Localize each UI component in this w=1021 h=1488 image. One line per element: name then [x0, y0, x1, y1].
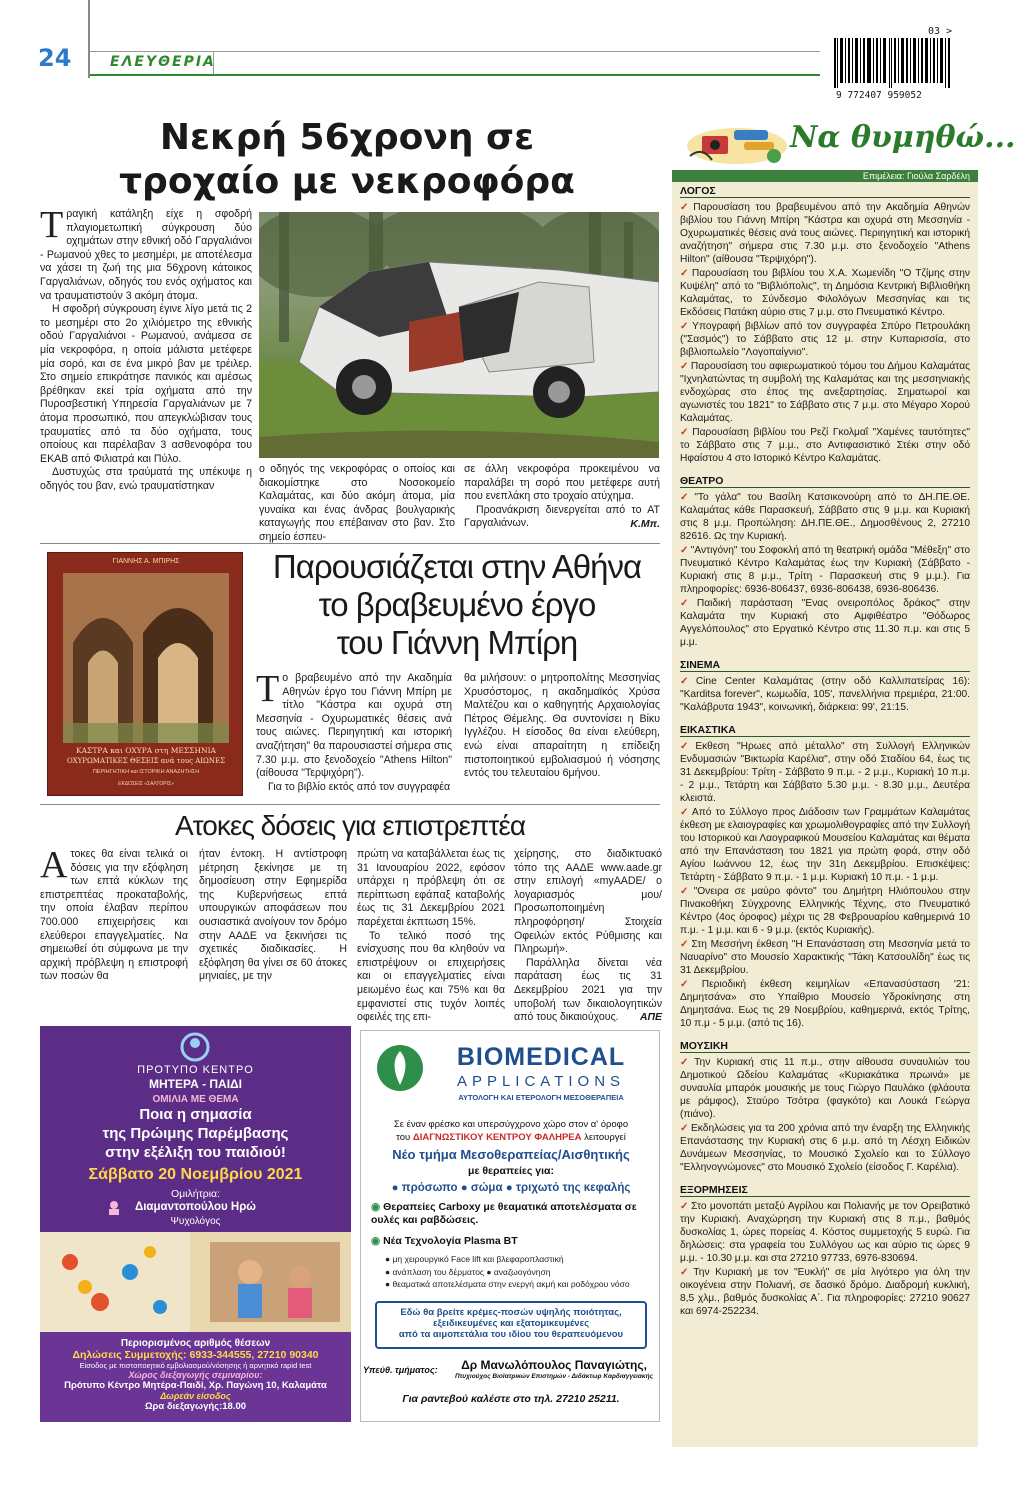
book-subtitle: ΠΕΡΙΗΓΗΤΙΚΗ και ΙΣΤΟΡΙΚΗ ΑΝΑΖΗΤΗΣΗ: [92, 769, 200, 775]
ad-right-intro1: Σε έναν φρέσκο και υπερσύγχρονο χώρο στον α' όροφο: [393, 1119, 629, 1130]
checkmark-icon: ✓: [680, 1057, 693, 1068]
ad-left-line5: της Πρώιμης Παρέμβασης: [102, 1125, 289, 1142]
ad-left-f3: Είσοδος με πιστοποιητικό εμβολιασμού/νόσησης ή αρνητικό rapid test: [79, 1361, 312, 1370]
article3-title: Ατοκες δόσεις για επιστρεπτέα: [174, 810, 526, 841]
ad-right-box2: εξειδικευμένες και εξατομικευμένες: [432, 1318, 590, 1329]
article1-col2-p1: ο οδηγός της νεκροφόρας ο οποίος και διακομίστηκε στο Νοσοκομείο Καλαμάτας, και δύο ακόμη άτομα, μία γυναίκα και ένας άνδρας βουλγαρικής καταγωγής που επέβαιναν στο βαν. Στο σημείο έσπευ-: [259, 463, 455, 543]
ad-right-brand1: BIOMEDICAL: [456, 1043, 626, 1071]
ad-right-doctor-title: Πτυχιούχος Βιοϊατρικών Επιστημών - Διδάκτωρ Καρδιαγγειακής: [454, 1373, 653, 1380]
sidebar-section-heading: ΕΞΟΡΜΗΣΕΙΣ: [680, 1184, 970, 1197]
checkmark-icon: ✓: [680, 427, 691, 438]
masthead-box: [213, 52, 820, 74]
ad-right-plasma: [371, 1235, 655, 1247]
crash-photo: [259, 212, 659, 458]
sidebar-entry-text: Υπογραφή βιβλίων από τον συγγραφέα Σπύρο Πετρουλάκη ("Σασμός") το Σάββατο στις 12 μ. στην Κυπαρισσία, στο βιβλιοπωλείο "Λογοπαίγνιο".: [680, 321, 970, 358]
article3-col3-p1: πρώτη να καταβάλλεται έως τις 31 Ιανουαρίου 2022, εφόσον υπάρχει η πρόβλεψη ότι σε περίπτωση εφάπαξ καταβολής έως τις 31 Δεκεμβρίου 2021 παρέχεται έκπτωση 15%.: [357, 848, 505, 928]
ad-right-intro2a: του: [396, 1132, 413, 1143]
ad-left-f2: Δηλώσεις Συμμετοχής: 6933-344555, 27210 90340: [72, 1349, 319, 1361]
ad-left-line7: Σάββατο 20 Νοεμβρίου 2021: [88, 1166, 303, 1183]
sidebar-entry-text: Παρουσίαση βιβλίου του Ρεζί Γκολμαΐ "Χαμένες ταυτότητες" το Σάββατο στις 7 μ.μ., στο Αντιφασιστικό Στέκι στην οδό Ηφαίστου 4 στο Ιστορικό Κέντρο Καλαμάτας.: [680, 427, 970, 464]
sidebar-entry: [680, 320, 970, 359]
ad-right-intro2: [361, 1132, 661, 1143]
ad-left-footer: [40, 1332, 351, 1422]
sidebar-entry-text: Περιοδική έκθεση κειμηλίων «Επανασύσταση '21: Δημητσάνα» στο Υπαίθριο Μουσείο Υδροκίνησης στη Δημητσάνα. Εως τις 29 Νοεμβρίου, καθημερινά, εκτός Τρίτης, 10 π.μ - 5 μ.μ. (από τις 16).: [680, 979, 970, 1029]
article2-title-line1: Παρουσιάζεται στην Αθήνα: [272, 548, 642, 585]
checkmark-icon: ✓: [680, 886, 692, 897]
article1-dropcap: Τ: [40, 204, 64, 246]
sidebar-entry-text: Την Κυριακή στις 11 π.μ., στην αίθουσα συναυλιών του Δημοτικού Ωδείου Καλαμάτας «Κυριακάτικα πρωινά» με συναυλία μπαρόκ μουσικής με τους Γιώργο Παυλάκο (φλάουτα με ράμφος), Σταύρο Τσότρα (φαγκότο) και Λουκά Γεώργα (πιάνο).: [680, 1057, 970, 1120]
sidebar-entry: [680, 675, 970, 714]
article2-title: [254, 548, 660, 662]
ad-left-line9: Διαμαντοπούλου Ηρώ: [134, 1201, 257, 1213]
ad-right-dept: Νέο τμήμα Μεσοθεραπείας/Αισθητικής: [392, 1147, 630, 1162]
checkmark-icon: ✓: [680, 741, 694, 752]
sidebar-section-heading: ΜΟΥΣΙΚΗ: [680, 1040, 970, 1053]
sidebar-entry-text: Στη Μεσσήνη έκθεση "Η Επανάσταση στη Μεσσηνία μετά το Ναυαρίνο" στο Μουσείο Χαρακτικής "Τάκη Κατσουλίδη" έως τις 31 Δεκεμβρίου.: [680, 939, 970, 976]
article2-dropcap: Τ: [256, 668, 280, 710]
article2-title-line3: του Γιάννη Μπίρη: [336, 624, 578, 661]
barcode-bars: [834, 38, 954, 88]
sidebar-entry: [680, 426, 970, 465]
checkmark-icon: ✓: [680, 545, 689, 556]
sidebar-entry-text: Παιδική παράσταση "Ενας ονειροπόλος δράκος" στην Καλαμάτα την Κυριακή στο Αμφιθέατρο "Θόδωρος Αγγελόπουλος" στο Εργατικό Κέντρο στις 11.30 π.μ. και στις 5 μ.μ.: [680, 598, 970, 648]
sidebar-entry-text: Εκδηλώσεις για τα 200 χρόνια από την έναρξη της Ελληνικής Επανάστασης την Κυριακή στις 6 μ.μ. από τη Λέσχη Ειδικών Δυνάμεων Μεσσηνίας, το Μουσικό Σχολείο και το Σύλλογο "Ελληνογνώμονες" στο Μουσικό Σχολείο (είσοδος Γ. Καρέλια).: [680, 1123, 970, 1173]
ad-left-line10: Ψυχολόγος: [170, 1216, 221, 1227]
sidebar-entry: [680, 978, 970, 1030]
ad-left-f7: Ωρα διεξαγωγής:18.00: [144, 1401, 247, 1412]
checkmark-icon: ✓: [680, 321, 691, 332]
sidebar-entry: [680, 360, 970, 425]
sidebar: [672, 112, 1016, 1447]
article1-title-line2: τροχαίο με νεκροφόρα: [119, 161, 575, 202]
article3-col3: [357, 848, 505, 1025]
sidebar-entry: [680, 885, 970, 937]
article3-col1: [40, 844, 188, 984]
book-publisher: ΕΚΔΟΣΕΙΣ «ΣΑΛΤΟΡΙΣ»: [118, 781, 174, 787]
ad-logo-icon: [180, 1032, 210, 1062]
book-cover: [47, 552, 243, 796]
sidebar-entry: [680, 544, 970, 596]
ad-plasma-icon: ◉: [371, 1235, 384, 1247]
article1-title: [40, 116, 654, 204]
article2-col1-p1: ο βραβευμένο από την Ακαδημία Αθηνών έργο του Γιάννη Μπίρη με τίτλο "Κάστρα και οχυρά στη Μεσσηνία - Οχυρωματικές θέσεις ανά τους αιώνες. Περιηγητική και ιστορική αναζήτηση" θα παρουσιαστεί σήμερα στις 7.30 μ.μ. στο ξενοδοχείο "Athens Hilton" (αίθουσα "Τερψιχόρη").: [256, 672, 452, 780]
sidebar-section-heading: ΘΕΑΤΡΟ: [680, 475, 970, 488]
ad-right-box1: Εδώ θα βρείτε κρέμες-ποσών υψηλής ποιότητας,: [400, 1307, 622, 1318]
barcode: [830, 10, 965, 101]
article3-col4-p2: Παράλληλα δίνεται νέα παράταση έως τις 31 Δεκεμβρίου 2021 για την υποβολή των δικαιολογητικών από τους δικαιούχους.: [514, 956, 662, 1024]
ad-right-box: [375, 1301, 647, 1349]
ad-left-line4: Ποια η σημασία: [139, 1106, 252, 1123]
ad-left-line3: ΟΜΙΛΙΑ ΜΕ ΘΕΜΑ: [152, 1094, 239, 1105]
barcode-number: 9 772407 959052: [836, 90, 922, 101]
crash-photo-illustration: [259, 212, 659, 458]
sidebar-entry: [680, 806, 970, 884]
ad-right-plasma-text: Νέα Τεχνολογία Plasma BT: [383, 1235, 518, 1247]
page-number: 24: [38, 44, 72, 72]
sidebar-entry: [680, 1266, 970, 1318]
checkmark-icon: ✓: [680, 1201, 690, 1212]
checkmark-icon: ✓: [680, 492, 693, 503]
article3-col1-p1: τοκες θα είναι τελικά οι δόσεις για την εξόφληση των επτά κύκλων της επιστρεπτέας προκαταβολής, την οποία έλαβαν περίπου 700.000 επιχειρήσεις και ελεύθεροι επαγγελματίες. Να σημειωθεί ότι σύμφωνα με την αρχική πρόβλεψη η επιστροφή των ποσών θα: [40, 848, 188, 983]
sidebar-entry-text: Παρουσίαση του βραβευμένου από την Ακαδημία Αθηνών βιβλίου του Γιάννη Μπίρη "Κάστρα και οχυρά στη Μεσσηνία - Οχυρωματικές θέσεις ανά τους αιώνες. Περιηγητική και ιστορική αναζήτηση" σήμερα στις 7.30 μ.μ. στο ξενοδοχείο "Athens Hilton" (αίθουσα "Τερψιχόρη").: [680, 202, 970, 265]
book-author: ΓΙΑΝΝΗΣ Α. ΜΠΙΡΗΣ: [112, 558, 180, 565]
ad-right-carboxy-text: Θεραπείες Carboxy με θεαματικά αποτελέσματα σε ουλές και ραβδώσεις.: [371, 1201, 637, 1226]
sidebar-entry: [680, 1200, 970, 1265]
sidebar-section-heading: ΣΙΝΕΜΑ: [680, 659, 970, 672]
article1-col1-p1: ραγική κατάληξη είχε η σφοδρή πλαγιομετωπική σύγκρουση δύο οχημάτων στην εθνική οδό Γαργαλιάνοι - Ρωμανού χθες το μεσημέρι, με αποτέλεσμα να χάσει τη ζωή της μια 56χρονη κάτοικος Γαργαλιάνων, οδηγός του ενός οχήματος και να τραυματιστούν 3 ακόμη άτομα.: [40, 208, 252, 302]
article2-col1: [256, 668, 452, 794]
ad-right-p1: μη χειρουργικό Face lift και βλεφαροπλαστική: [392, 1254, 564, 1264]
ad-mother-child: [40, 1026, 351, 1422]
ad-carboxy-icon: ◉: [371, 1201, 384, 1213]
article1-col3-p1: σε άλλη νεκροφόρα προκειμένου να παραλάβει τη σορό που μετέφερε αυτή που ενεπλάκη στο τροχαίο ατύχημα.: [464, 463, 660, 503]
ad-right-appointment: Για ραντεβού καλέστε στο τηλ. 27210 25211.: [402, 1393, 620, 1405]
sidebar-entry-text: Από το Σύλλογο προς Διάδοσιν των Γραμμάτων Καλαμάτας έκθεση με ελαιογραφίες και χρωμολιθογραφίες από την Συλλογή του Ιστορικού και Λαογραφικού Μουσείου Καλαμάτας και θέματα από την Επανάσταση του 1821 για πρώτη φορά, στην οδό Αγίου Ιωάννου 12, έως την 31η Δεκεμβρίου. Επισκέψεις: Τετάρτη - Σάββατο 9 π.μ. - 1 μ.μ. Κυριακή 10 π.μ. - 1 μ.μ.: [680, 807, 970, 883]
masthead-bottom-rule: [90, 74, 820, 76]
sidebar-entry: [680, 938, 970, 977]
ad-left-f4: Χώρος διεξαγωγής σεμιναρίου:: [128, 1370, 263, 1380]
article1-signature: Κ.Μπ.: [630, 518, 660, 530]
article1-col3-p2: Προανάκριση διενεργείται από το ΑΤ Γαργαλιάνων.: [464, 503, 660, 530]
checkmark-icon: ✓: [680, 361, 689, 372]
masthead: [0, 0, 1021, 101]
article3-col2: [199, 848, 347, 984]
book-title-line2: ΟΧΥΡΩΜΑΤΙΚΕΣ ΘΕΣΕΙΣ ανά τους ΑΙΩΝΕΣ: [66, 757, 226, 765]
ad-right-therapies: με θεραπείες για:: [468, 1165, 554, 1177]
checkmark-icon: ✓: [680, 1123, 690, 1134]
ad-right-brand3: ΑΥΤΟΛΟΓΗ ΚΑΙ ΕΤΕΡΟΛΟΓΗ ΜΕΣΟΘΕΡΑΠΕΙΑ: [458, 1093, 624, 1102]
ad-left-f1: Περιορισμένος αριθμός θέσεων: [120, 1338, 271, 1349]
newspaper-name: ΕΛΕΥΘΕΡΙΑ: [110, 54, 216, 70]
checkmark-icon: ✓: [680, 939, 690, 950]
rule-article1: [40, 543, 660, 544]
sidebar-entry: [680, 491, 970, 543]
article1-title-line1: Νεκρή 56χρονη σε: [159, 117, 535, 158]
ad-right-plasma-list: ● μη χειρουργικό Face lift και βλεφαροπλαστική ● ανάπλαση του δέρματος ● αναζωογόνηση ● θεαματικά αποτελέσματα στην ενεργή ακμή και ροδόχρου νόσο: [385, 1254, 630, 1289]
article3-col4-p1: χείρησης, στο διαδικτυακό τόπο της ΑΑΔΕ www.aade.gr στην επιλογή «myAADE/ ο λογαριασμός μου/Προσωποποιημένη πληροφόρηση/ Στοιχεία Οφειλών εκτός Ρύθμισης και Πληρωμή».: [514, 848, 662, 956]
checkmark-icon: ✓: [680, 807, 690, 818]
ad-children-photo: [40, 1232, 351, 1332]
book-title-line1: ΚΑΣΤΡΑ και ΟΧΥΡΑ στη ΜΕΣΣΗΝΙΑ: [76, 746, 216, 755]
checkmark-icon: ✓: [680, 676, 694, 687]
checkmark-icon: ✓: [680, 268, 690, 279]
article3-col3-p2: Το τελικό ποσό της ενίσχυσης που θα κληθούν να επιστρέψουν οι επιχειρήσεις και οι επαγγελματίες είναι μειωμένο έως και 75% και θα εμφανιστεί στις τυχόν λοιπές οφειλές της επι-: [357, 929, 505, 1024]
sidebar-entry-text: Εκθεση "Ηρωες από μέταλλο" στη Συλλογή Ελληνικών Ενδυμασιών "Βικτωρία Καρέλια", στην οδό Σταδίου 64, έως τις 31 Δεκεμβρίου: Τρίτη - Σάββατο 9 π.μ. - 2 μ.μ., Κυριακή 10 π.μ. - 2 μ.μ., Τετάρτη και Σάββατο 5.30 μ.μ. - 8.30 μ.μ., Δευτέρα κλειστά.: [680, 741, 970, 804]
article1-col1-p3: Δυστυχώς στα τραύματά της υπέκυψε η οδηγός του βαν, ενώ τραυματίστηκαν: [40, 466, 252, 492]
ad-left-line6: στην εξέλιξη του παιδιού!: [105, 1144, 286, 1161]
ad-left-line8: Ομιλήτρια:: [170, 1188, 221, 1200]
sidebar-entry: [680, 1122, 970, 1174]
rule-article2: [40, 804, 660, 805]
checkmark-icon: ✓: [680, 202, 692, 213]
article3-col4: [514, 848, 662, 1023]
sidebar-entry: [680, 267, 970, 319]
sidebar-entry: [680, 201, 970, 266]
barcode-issue: 03 >: [928, 26, 953, 37]
sidebar-title: Να θυμηθώ...: [790, 120, 1016, 155]
article1-col1: [40, 204, 252, 493]
sidebar-entry-text: "Ονειρα σε μαύρο φόντο" του Δημήτρη Ηλιόπουλου στην Πινακοθήκη Σύγχρονης Ελληνικής Τέχνης, στο Πνευματικό Κέντρο (4ος όροφος) μέχρι τις 28 Φεβρουαρίου καθημερινά 10 π.μ. - 1 μ.μ. και 6 - 9 μ.μ. (εκτός Κυριακής).: [680, 886, 970, 936]
article3-col2-p1: ήταν έντοκη. Η αντίστροφη μέτρηση ξεκίνησε με τη δημοσίευση στην Εφημερίδα της Κυβερνήσεως επτά υπουργικών αποφάσεων που ουσιαστικά ανοίγουν τον δρόμο στην ΑΑΔΕ να ξεκινήσει τις σχετικές διαδικασίες. Η εξόφληση θα γίνει σε 60 άτοκες μηνιαίες, με την: [199, 848, 347, 983]
sidebar-section-heading: ΛΟΓΟΣ: [680, 185, 970, 198]
article2-col2: [464, 672, 660, 781]
ad-right-resp-label: Υπεύθ. τμήματος:: [363, 1365, 438, 1375]
article2-title-line2: το βραβευμένο έργο: [318, 586, 596, 623]
ad-left-f6: Δωρεάν είσοδος: [160, 1391, 231, 1401]
leaf-logo-icon: [375, 1039, 425, 1097]
checkmark-icon: ✓: [680, 979, 700, 990]
sidebar-entry-text: "Το γάλα" του Βασίλη Κατσικονούρη από το ΔΗ.ΠΕ.ΘΕ. Καλαμάτας κάθε Παρασκευή, Σάββατο στις 9 μ.μ. και Κυριακή στις 8 μ.μ. Προπώληση: ΔΗ.ΠΕ.ΘΕ., Δημοσθένους 2, 27210 82616. Ως την Κυριακή.: [680, 492, 970, 542]
sidebar-editor-bar: [672, 170, 978, 182]
sidebar-entry-text: "Αντιγόνη" του Σοφοκλή από τη θεατρική ομάδα "Μέθεξη" στο Πνευματικό Κέντρο Καλαμάτας έως την Κυριακή (Σάββατο - Κυριακή στις 8 μ.μ., Τρίτη - Παρασκευή στις 9 μ.μ.). Για πληροφορίες: 6936-806437, 6936-806438, 6936-806436.: [680, 545, 970, 595]
checkmark-icon: ✓: [680, 598, 695, 609]
ad-right-doctor: Δρ Μανωλόπουλος Παναγιώτης,: [461, 1358, 647, 1372]
sidebar-entry-text: Cine Center Καλαμάτας (στην οδό Καλλιπατείρας 16): "Karditsa forever", κωμωδία, 105', πανελλήνια πρεμιέρα, 21:00. "Καλάβρυτα 1943", κοινωνική, διάρκεια: 99', 21:15.: [680, 676, 970, 713]
ad-right-carboxy: [371, 1201, 655, 1227]
checkmark-icon: ✓: [680, 1267, 692, 1278]
ad-right-bullets: ● πρόσωπο ● σώμα ● τριχωτό της κεφαλής: [391, 1182, 631, 1194]
article2-col1-p2: Για το βιβλίο εκτός από τον συγγραφέα: [268, 780, 451, 793]
sidebar-entry-text: Στο μονοπάτι μεταξύ Αγρίλου και Πολιανής με τον Ορειβατικό την Κυριακή. Αναχώρηση την Κυριακή στις 8 π.μ., βαθμός δυσκολίας 1, ώρες πορείας 4. Κόστος συμμετοχής 5 ευρώ. Για δηλώσεις: στα γραφεία του Συλλόγου ως και αύριο τις ώρες 9 μ.μ. - 10.30 μ.μ. και στα 27210 97733, 6976-830694.: [680, 1201, 970, 1264]
sidebar-entry-text: Παρουσίαση του αφιερωματικού τόμου του Δήμου Καλαμάτας "Ιχνηλατώντας τη συμβολή της Καλαμάτας και της μεσσηνιακής ενδοχώρας στο έπος της ανεξαρτησίας. Σηματωροί και αγωνιστές του 1821" το Σάββατο στις 7 μ.μ. στο Μέγαρο Χορού Καλαμάτας.: [680, 361, 970, 424]
article3-dropcap: Α: [40, 844, 68, 886]
sidebar-entry: [680, 597, 970, 649]
ad-right-p2: ανάπλαση του δέρματος ● αναζωογόνηση: [392, 1266, 551, 1277]
ad-right-p3: θεαματικά αποτελέσματα στην ενεργή ακμή και ροδόχρου νόσο: [392, 1279, 630, 1289]
article3-signature: ΑΠΕ: [639, 1010, 662, 1023]
ad-left-line2: ΜΗΤΕΡΑ - ΠΑΙΔΙ: [148, 1077, 243, 1091]
article1-col3: [464, 463, 660, 531]
masthead-vertical-rule: [88, 0, 90, 78]
sidebar-entry-text: Παρουσίαση του βιβλίου του Χ.Α. Χωμενίδη "Ο Τζίμης στην Κυψέλη" από το "Βιβλιόπολις", τη Δημόσια Κεντρική Βιβλιοθήκη Καλαμάτας, το Σύνδεσμο Φιλολόγων Μεσσηνίας και τις Εκδόσεις Πατάκη αύριο στις 7 μ.μ. στο Πνευματικό Κέντρο.: [680, 268, 970, 318]
ad-right-intro2c: λειτουργεί: [581, 1132, 626, 1143]
sidebar-entry: [680, 740, 970, 805]
sidebar-editor: Επιμέλεια: Γιούλα Σαρδέλη: [862, 171, 970, 181]
ad-left-f5: Πρότυπο Κέντρο Μητέρα-Παιδί, Χρ. Παγώνη 10, Καλαμάτα: [64, 1380, 327, 1391]
ad-right-brand2: APPLICATIONS: [456, 1073, 626, 1090]
article2-col2-p1: θα μιλήσουν: ο μητροπολίτης Μεσσηνίας Χρυσόστομος, η ακαδημαϊκός Χρύσα Μαλτέζου και ο καθηγητής Αρχαιολογίας Πέτρος Θέμελης. Θα συντονίσει η Βίκυ Ιγγλέζου. Η είσοδος θα είναι ελεύθερη, ενώ είναι απαραίτητη η επίδειξη πιστοποιητικού εμβολιασμού ή νόσησης εντός του τελευταίου 6μήνου.: [464, 672, 660, 780]
article1-col1-p2: Η σφοδρή σύγκρουση έγινε λίγο μετά τις 2 το μεσημέρι στο 2ο χιλιόμετρο της εθνικής οδού Γαργαλιάνοι - Ρωμανού, ανάμεσα σε μία νεκροφόρα, η οποία μάλιστα μετέφερε μία σορό, και σε ένα μικρό βαν με τρέιλερ. Στο σημείο επικράτησε πανικός και αμέσως βρέθηκαν εκεί τρία οχήματα από την Πυροσβεστική Υπηρεσία Γαργαλιάνων με 7 άτομα προσωπικό, που απεγκλώβισαν τους τραυματίες από τα δύο οχήματα, τους οποίους και παρέλαβαν 3 ασθενοφόρα του ΕΚΑΒ από Φιλιατρά και Πύλο.: [40, 303, 252, 465]
ad-biomedical: [360, 1030, 660, 1422]
sidebar-entry: [680, 1056, 970, 1121]
sidebar-section-heading: ΕΙΚΑΣΤΙΚΑ: [680, 724, 970, 737]
ad-left-line1: ΠΡΟΤΥΠΟ ΚΕΝΤΡΟ: [137, 1064, 254, 1076]
sidebar-entry-text: Την Κυριακή με τον "Ευκλή" σε μία λιγότερο για όλη την οικογένεια στην Πολιανή, σε δασικό δρόμο. Διαδρομή κυκλική, 8,5 χλμ., βαθμός δυσκολίας Α΄. Για πληροφορίες: 27210 90627 και 6974-252234.: [680, 1267, 970, 1317]
book-cover-arches: [63, 573, 229, 743]
sidebar-body: [672, 182, 978, 1447]
tools-icon: [682, 116, 792, 168]
ad-right-intro2b: ΔΙΑΓΝΩΣΤΙΚΟΥ ΚΕΝΤΡΟΥ ΦΑΛΗΡΕΑ: [412, 1132, 582, 1143]
article1-col2: [259, 463, 455, 545]
ad-right-box3: από τα αιμοπετάλια του ιδίου του θεραπευόμενου: [398, 1329, 624, 1340]
